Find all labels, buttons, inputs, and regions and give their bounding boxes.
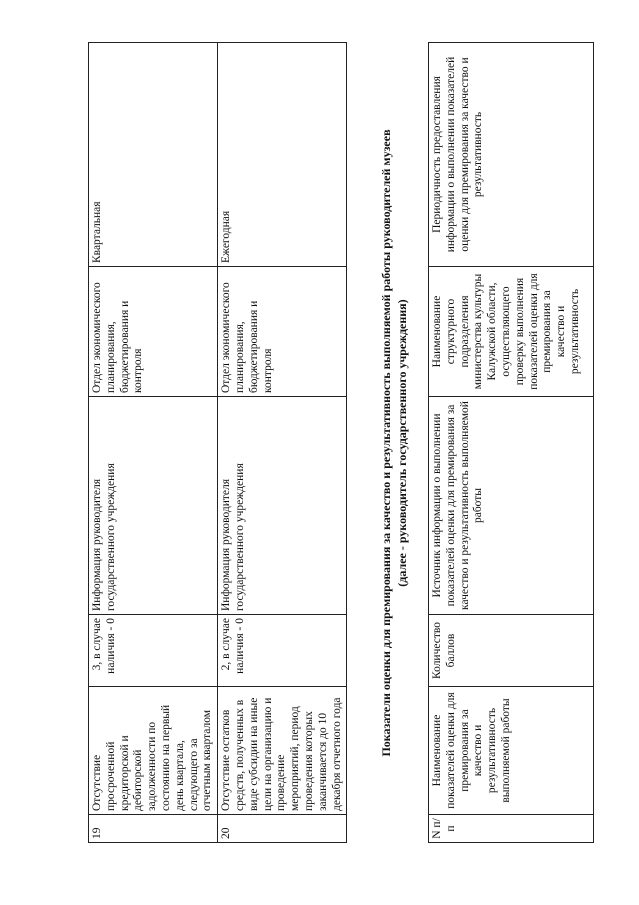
header-num: N п/п	[429, 815, 594, 843]
indicators-table-header	[428, 42, 594, 843]
points-value: 3, в случае наличия - 0	[89, 615, 218, 687]
header-source: Источник информации о выполнении показателей оценки для премирования за качество и результативность выполняемой работы	[429, 397, 594, 615]
row-number: 20	[218, 815, 347, 843]
header-row	[429, 43, 594, 843]
header-points: Количество баллов	[429, 615, 594, 687]
report-period: Ежегодная	[218, 43, 347, 267]
table-row	[218, 43, 347, 843]
row-number: 19	[89, 815, 218, 843]
info-source: Информация руководителя государственного учреждения	[218, 397, 347, 615]
table-row	[89, 43, 218, 843]
points-value: 2, в случае наличия - 0	[218, 615, 347, 687]
responsible-department: Отдел экономического планирования, бюджетирования и контроля	[89, 267, 218, 397]
indicator-name: Отсутствие остатков средств, полученных в виде субсидии на иные цели на организацию и проведение мероприятий, период проведения которых заканчивается до 10 декабря отчетного года	[218, 687, 347, 815]
report-period: Квартальная	[89, 43, 218, 267]
header-period: Периодичность предоставления информации о выполнении показателей оценки для премирования за качество и результативность	[429, 43, 594, 267]
heading-line-1: Показатели оценки для премирования за качество и результативность выполняемой работы руководителей музеев	[379, 129, 393, 757]
heading-line-2: (далее - руководитель государственного учреждения)	[395, 299, 410, 587]
responsible-department: Отдел экономического планирования, бюджетирования и контроля	[218, 267, 347, 397]
section-heading	[378, 43, 410, 843]
indicator-name: Отсутствие просроченной кредиторской и дебиторской задолженности по состоянию на первый день квартала, следующего за отчетным кварталом	[89, 687, 218, 815]
info-source: Информация руководителя государственного учреждения	[89, 397, 218, 615]
header-indicator: Наименование показателей оценки для премирования за качество и результативность выполняемой работы	[429, 687, 594, 815]
header-department: Наименование структурного подразделения министерства культуры Калужской области, осуществляющего проверку выполнения показателей оценки для премирования за качество и результативность	[429, 267, 594, 397]
indicators-table-continued	[88, 42, 347, 843]
